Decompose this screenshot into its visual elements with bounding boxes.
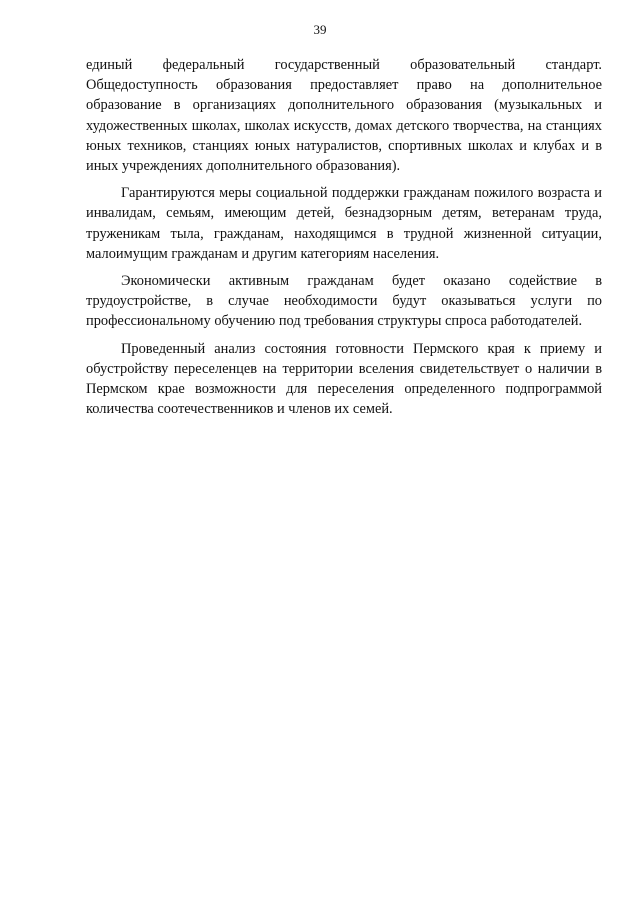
document-body bbox=[86, 55, 602, 419]
page-number: 39 bbox=[313, 22, 327, 37]
paragraph-employment: Экономически активным гражданам будет оказано содействие в трудоустройстве, в случае необходимости будут оказываться услуги по профессиональному обучению под требования структуры спроса работодателей. bbox=[86, 273, 602, 330]
paragraph-education: единый федеральный государственный образовательный стандарт. Общедоступность образования предоставляет право на дополнительное образование в организациях дополнительного образования (музыкальных и художественных школах, школах искусств, домах детского творчества, на станциях юных техников, станциях юных натуралистов, спортивных школах и клубах и в иных учреждениях дополнительного образования). bbox=[86, 57, 602, 175]
paragraph-readiness-analysis: Проведенный анализ состояния готовности Пермского края к приему и обустройству переселенцев на территории вселения свидетельствует о наличии в Пермском крае возможности для переселения определенного подпрограммой количества соотечественников и членов их семей. bbox=[86, 340, 602, 418]
paragraph-social-support: Гарантируются меры социальной поддержки гражданам пожилого возраста и инвалидам, семьям, имеющим детей, безнадзорным детям, ветеранам труда, труженикам тыла, гражданам, находящимся в трудной жизненной ситуации, малоимущим гражданам и другим категориям населения. bbox=[86, 185, 602, 262]
